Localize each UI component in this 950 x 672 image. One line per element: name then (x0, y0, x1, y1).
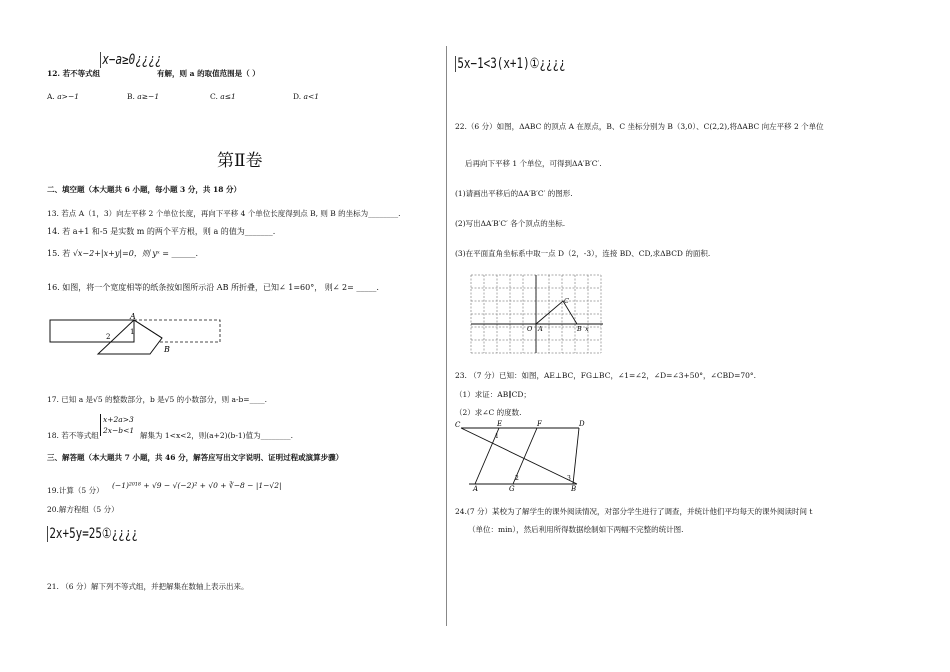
q23-part2: （2）求∠C 的度数. (455, 408, 522, 417)
q20-prefix: 20.解方程组（5 分） (47, 505, 119, 514)
q17: 17. 已知 a 是√5 的整数部分，b 是√5 的小数部分，则 a-b=____. (47, 395, 267, 404)
q22-part3: (3)在平面直角坐标系中取一点 D（2，-3），连接 BD、CD,求ΔBCD 的面积. (455, 249, 711, 258)
option-label: B. (127, 92, 135, 101)
section-title: 第Ⅱ卷 (217, 151, 263, 171)
option-expr: a≥−1 (137, 92, 160, 101)
q12-system: x−a≥0¿¿¿¿ (100, 52, 162, 68)
label-a: A (538, 325, 543, 333)
q15-expr: √x−2+|x+y|=0，则 yˣ = ______. (72, 249, 199, 258)
label-a: A (473, 485, 479, 493)
fig16-label-1: 1 (130, 328, 135, 336)
label-x: x (585, 325, 589, 333)
q12-option-a (47, 92, 79, 101)
fig16-fold-line (134, 320, 162, 338)
q24-line2: （单位：min），然后利用所得数据绘制如下两幅不完整的统计图. (468, 525, 684, 534)
q12-option-b (127, 92, 159, 101)
q12-option-d (293, 92, 319, 101)
q19-prefix: 19.计算（5 分） (47, 486, 104, 495)
label-1: 1 (495, 433, 499, 440)
label-d: D (579, 420, 585, 428)
q22-line1: 22.（6 分）如图，ΔABC 的顶点 A 在原点，B、C 坐标分别为 B（3,0）、C(2,2),将ΔABC 向左平移 2 个单位 (455, 122, 824, 131)
fig16-label-2: 2 (106, 333, 111, 341)
fig16-label-b: B (164, 345, 170, 354)
fig16-label-a: A (130, 312, 136, 321)
fig16-strip-left (50, 320, 134, 342)
fill-header: 二、填空题（本大题共 6 小题，每小题 3 分，共 18 分） (47, 185, 242, 194)
q18-system (100, 414, 134, 436)
label-c: C (455, 421, 461, 429)
q15-prefix: 15. 若 (47, 249, 71, 258)
label-b: B (577, 325, 582, 333)
q22-part2: (2)写出ΔA′B′C′ 各个顶点的坐标. (455, 219, 566, 228)
fig16-strip-right-dashed (134, 320, 220, 342)
q12-option-c (210, 92, 236, 101)
q15 (47, 248, 198, 259)
q18-line2: 2x−b<1 (103, 426, 135, 435)
q18-line1: x+2a>3 (103, 415, 134, 424)
q13: 13. 若点 A（1，3）向左平移 2 个单位长度，再向下平移 4 个单位长度得到点 B, 则 B 的坐标为________. (47, 209, 401, 218)
q12-prefix: 12. 若不等式组 (47, 69, 101, 78)
fig23-geometry (455, 420, 595, 492)
q19-expr: (−1)²⁰¹⁸ + √9 − √(−2)² + √0 + ∛−8 − |1−√2| (112, 481, 282, 490)
triangle-abc (536, 301, 577, 324)
column-divider (446, 46, 447, 626)
fig16-paper-fold (50, 312, 230, 357)
option-label: D. (293, 92, 302, 101)
q22-line2: 后再向下平移 1 个单位，可得到ΔA′B′C′. (465, 159, 602, 168)
q23-line1: 23. （7 分）已知：如图，AE⊥BC，FG⊥BC，∠1=∠2，∠D=∠3+50°，∠CBD=70°. (455, 371, 757, 380)
option-expr: a<1 (303, 92, 320, 101)
q23-part1: （1）求证：AB∥CD； (455, 390, 531, 399)
label-b: B (571, 485, 577, 493)
top-system: 5x−1<3(x+1)①¿¿¿¿ (455, 56, 566, 72)
label-3: 3 (567, 475, 571, 482)
label-g: G (509, 485, 515, 493)
q20-system: 2x+5y=25①¿¿¿¿ (47, 526, 138, 542)
q22-coordinate-grid (471, 275, 631, 355)
q18-suffix: 解集为 1<x<2，则(a+2)(b-1)值为________. (140, 431, 293, 440)
option-label: C. (210, 92, 218, 101)
q14: 14. 若 a+1 和-5 是实数 m 的两个平方根，则 a 的值为_______. (47, 227, 276, 236)
q16: 16. 如图，将一个宽度相等的纸条按如图所示沿 AB 所折叠，已知∠ 1=60°， 则∠ 2= _____. (47, 283, 379, 292)
option-expr: a≤1 (220, 92, 236, 101)
label-c: C (564, 297, 569, 305)
q12-suffix: 有解，则 a 的取值范围是（ ） (157, 69, 260, 78)
option-expr: a>−1 (57, 92, 80, 101)
label-e: E (497, 420, 503, 428)
label-o: O (527, 325, 533, 333)
q18-prefix: 18. 若不等式组 (47, 431, 99, 440)
answer-header: 三、解答题（本大题共 7 小题，共 46 分，解答应写出文字说明、证明过程或演算步骤） (47, 453, 344, 462)
line-db (573, 428, 579, 484)
label-2: 2 (515, 475, 519, 482)
q21: 21. （6 分）解下列不等式组，并把解集在数轴上表示出来。 (47, 582, 249, 591)
q22-part1: (1)请画出平移后的ΔA′B′C′ 的图形. (455, 189, 573, 198)
q24-line1: 24.(7 分）某校为了解学生的课外阅读情况，对部分学生进行了调查，并统计他们平均每天的课外阅读时间 t (455, 507, 813, 516)
option-label: A. (47, 92, 55, 101)
label-f: F (537, 420, 542, 428)
